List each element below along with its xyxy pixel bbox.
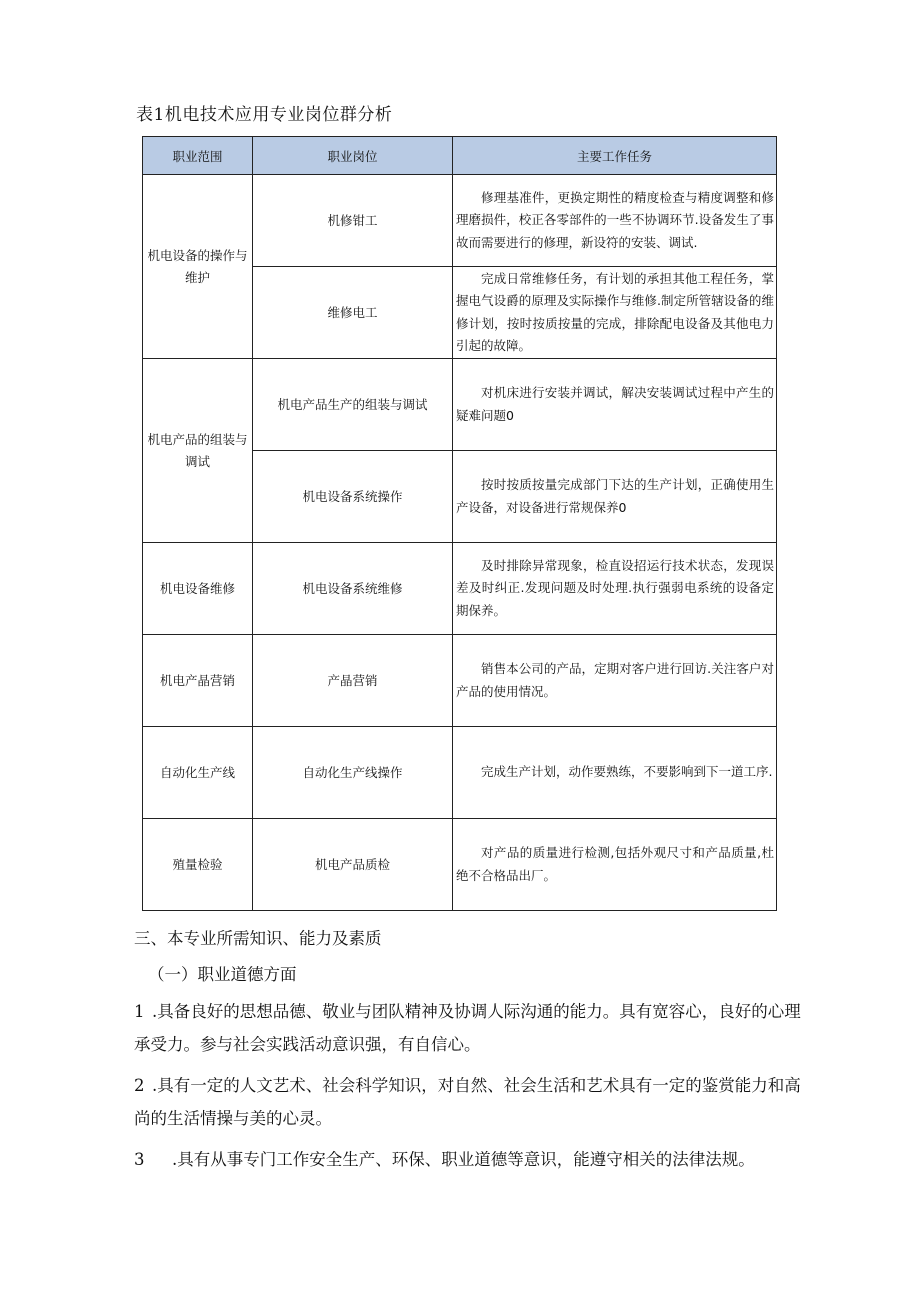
post-cell: 机电设备系统操作 <box>253 451 453 543</box>
task-cell: 对机床进行安装并调试，解决安装调试过程中产生的疑难问题0 <box>453 359 777 451</box>
task-cell: 及时排除异常现象，检直设招运行技术状态，发现误差及时纠正.发现问题及时处理.执行强弱电系统的设备定期保养。 <box>453 543 777 635</box>
header-post: 职业岗位 <box>253 137 453 175</box>
task-cell: 修理基准件，更换定期性的精度检查与精度调整和修理磨损件，校正各零部件的一些不协调环节.设备发生了事故而需要进行的修理，新设符的安装、调试. <box>453 175 777 267</box>
subsection-title: （一）职业道德方面 <box>148 965 297 984</box>
post-cell: 机电设备系统维修 <box>253 543 453 635</box>
header-scope: 职业范围 <box>143 137 253 175</box>
table-row <box>143 543 777 635</box>
scope-cell: 机电设备维修 <box>143 543 253 635</box>
table-row <box>143 175 777 267</box>
task-cell: 销售本公司的产品，定期对客户进行回访.关注客户对产品的使用情况。 <box>453 635 777 727</box>
scope-cell: 自动化生产线 <box>143 727 253 819</box>
table-row <box>143 635 777 727</box>
task-cell: 对产品的质量进行检测,包括外观尺寸和产品质量,杜绝不合格品出厂。 <box>453 819 777 911</box>
table-row <box>143 359 777 451</box>
section-title: 三、本专业所需知识、能力及素质 <box>134 929 382 948</box>
table-row <box>143 819 777 911</box>
job-analysis-table <box>142 136 777 911</box>
table-header-row <box>143 137 777 175</box>
paragraph-text: .具备良好的思想品德、敬业与团队精神及协调人际沟通的能力。具有宽容心，良好的心理承受力。参与社会实践活动意识强，有自信心。 <box>134 1002 801 1054</box>
post-cell: 机修钳工 <box>253 175 453 267</box>
task-cell: 按时按质按量完成部门下达的生产计划，正确使用生产设备，对设备进行常规保养0 <box>453 451 777 543</box>
paragraph <box>134 1069 810 1135</box>
header-task: 主要工作任务 <box>453 137 777 175</box>
post-cell: 机电产品生产的组装与调试 <box>253 359 453 451</box>
task-cell: 完成生产计划，动作要熟练，不要影响到下一道工序. <box>453 727 777 819</box>
post-cell: 自动化生产线操作 <box>253 727 453 819</box>
post-cell: 机电产品质检 <box>253 819 453 911</box>
scope-cell: 机电产品的组装与调试 <box>143 359 253 543</box>
table-row <box>143 727 777 819</box>
paragraph-number: 1 <box>134 1002 145 1021</box>
paragraph-number: 3 <box>134 1150 145 1169</box>
table-caption: 表1机电技术应用专业岗位群分析 <box>136 105 393 125</box>
paragraph <box>134 1143 810 1176</box>
paragraph-number: 2 <box>134 1076 145 1095</box>
paragraph-text: .具有一定的人文艺术、社会科学知识，对自然、社会生活和艺术具有一定的鉴赏能力和高尚的生活情操与美的心灵。 <box>134 1076 801 1128</box>
scope-cell: 机电产晶营销 <box>143 635 253 727</box>
post-cell: 产晶营销 <box>253 635 453 727</box>
paragraph-text: .具有从事专门工作安全生产、环保、职业道德等意识，能遵守相关的法律法规。 <box>172 1150 755 1169</box>
paragraph <box>134 995 810 1061</box>
scope-cell: 殖量检验 <box>143 819 253 911</box>
scope-cell: 机电设备的操作与维护 <box>143 175 253 359</box>
post-cell: 维修电工 <box>253 267 453 359</box>
task-cell: 完成日常维修任务，有计划的承担其他工程任务，掌握电气设爵的原理及实际操作与维修.制定所管辖设备的维修计划，按时按质按量的完成，排除配电设备及其他电力引起的故障。 <box>453 267 777 359</box>
